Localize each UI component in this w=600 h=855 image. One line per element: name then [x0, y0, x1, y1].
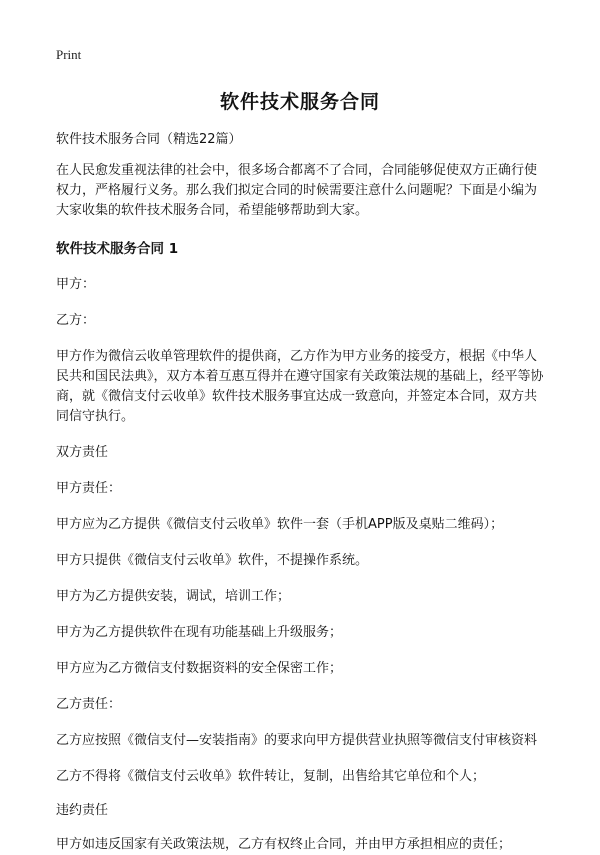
preamble-paragraph: 甲方作为微信云收单管理软件的提供商，乙方作为甲方业务的接受方，根据《中华人民共和国民法典》，双方本着互惠互得并在遵守国家有关政策法规的基础上，经平等协商，就《微信支付云收单》软件技术服务事宜达成一致意向，并签定本合同，双方共同信守执行。 [56, 349, 544, 424]
party-b-duties-heading: 乙方责任： [56, 697, 122, 712]
document-title: 软件技术服务合同 [219, 91, 380, 113]
party-a-duties-heading: 甲方责任： [56, 481, 122, 496]
intro-paragraph: 在人民愈发重视法律的社会中，很多场合都离不了合同，合同能够促使双方正确行使权力，严格履行义务。那么我们拟定合同的时候需要注意什么问题呢？下面是小编为大家收集的软件技术服务合同，希望能够帮助到大家。 [56, 163, 538, 218]
party-a-line: 甲方： [56, 277, 96, 292]
document-subtitle: 软件技术服务合同（精选22篇） [56, 132, 242, 147]
breach-item: 甲方如违反国家有关政策法规，乙方有权终止合同，并由甲方承担相应的责任； [56, 837, 512, 852]
party-a-duty-item: 甲方应为乙方提供《微信支付云收单》软件一套（手机APP版及桌贴二维码）； [56, 517, 504, 532]
mutual-duties-heading: 双方责任 [56, 445, 109, 460]
breach-heading: 违约责任 [56, 803, 109, 818]
party-a-duty-item: 甲方为乙方提供安装，调试，培训工作； [56, 589, 291, 604]
party-a-duty-item: 甲方只提供《微信支付云收单》软件，不提操作系统。 [56, 553, 369, 568]
party-b-line: 乙方： [56, 313, 96, 328]
party-a-duty-item: 甲方为乙方提供软件在现有功能基础上升级服务； [56, 625, 343, 640]
party-b-duty-item: 乙方不得将《微信支付云收单》软件转让，复制，出售给其它单位和个人； [56, 769, 486, 784]
party-b-duty-item: 乙方应按照《微信支付—安装指南》的要求向甲方提供营业执照等微信支付审核资料 [56, 733, 538, 748]
party-a-duty-item: 甲方应为乙方微信支付数据资料的安全保密工作； [56, 661, 343, 676]
print-link[interactable]: Print [56, 47, 82, 62]
section-heading: 软件技术服务合同 1 [56, 241, 179, 257]
